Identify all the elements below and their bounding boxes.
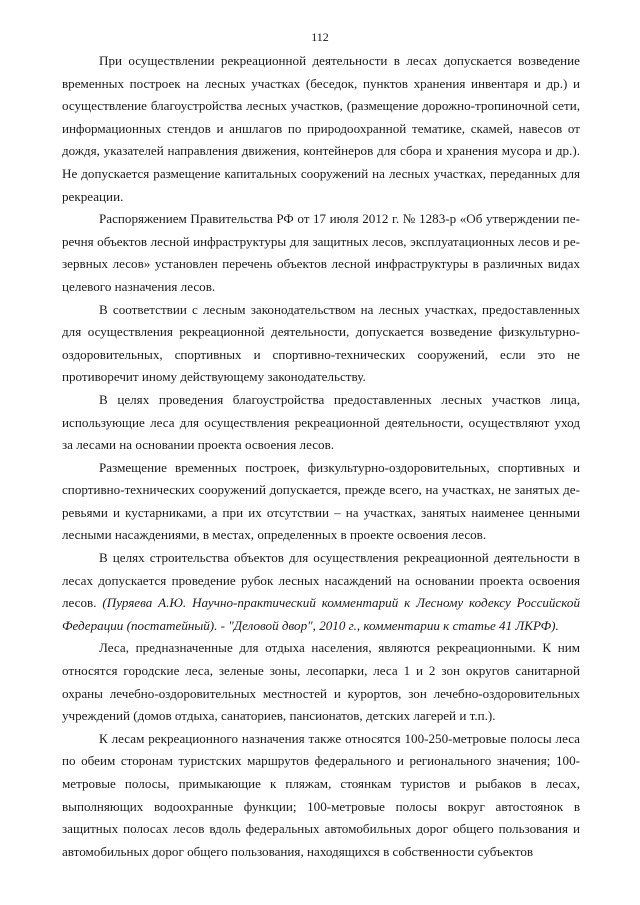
citation-reference: (Пуряева А.Ю. Научно-практический комментарий к Лесному кодексу Российской Федерации (постатейный). - "Деловой двор", 2010 г., комментарии к статье 41 ЛКРФ). bbox=[62, 595, 580, 633]
paragraph-forest-legislation: В соответствии с лесным законодательством на лесных участках, предоставленных для осуществления рекреационной деятельности, допускается возведение физкультурно-оздоровительных, спортивных и спортивно-технических сооружений, если это не противоречит иному действующему законодательству. bbox=[62, 301, 580, 385]
page-number: 112 bbox=[311, 30, 329, 44]
paragraph-forest-strips: К лесам рекреационного назначения также относятся 100-250-метровые полосы леса по обеим сторонам туристских маршрутов федерального и регионального значения; 100-метровые полосы, примыкающие к пляжам, стоянкам туристов и рыбаков в лесах, выполняющих водоохранные функции; 100-метровые полосы вокруг автостоянок в защитных полосах лесов вдоль федеральных автомобильных дорог общего пользования и автомобильных дорог общего пользования, находящихся в собственности субъектов bbox=[62, 730, 580, 859]
paragraph-placement-of-buildings: Размещение временных построек, физкультурно-оздоровительных, спортивных и спортивно-технических сооружений допускается, прежде всего, на участках, не занятых деревьями и кустарниками, а при их отсутствии – на участках, занятых наименее ценными лесными насаждениями, в местах, определенных в проекте освоения лесов. bbox=[62, 459, 580, 543]
paragraph-forest-care: В целях проведения благоустройства предоставленных лесных участков лица, использующие леса для осуществления рекреационной деятельности, осуществляют уход за лесами на основании проекта освоения лесов. bbox=[62, 391, 580, 453]
paragraph-felling-permission: В целях строительства объектов для осуществления рекреационной деятельности в лесах допускается проведение рубок лесных насаждений на основании проекта освоения лесов. (Пуряева А.Ю. Научно-практический комментарий к Лесному кодексу Российской Федерации (постатейный). - "Деловой двор", 2010 г., комментарии к статье 41 ЛКРФ). bbox=[62, 550, 580, 633]
body-text bbox=[62, 50, 580, 863]
paragraph-recreational-forests: Леса, предназначенные для отдыха населения, являются рекреационными. К ним относятся городские леса, зеленые зоны, лесопарки, леса 1 и 2 зон округов санитарной охраны лечебно-оздоровительных местностей и курортов, зон лечебно-оздоровительных учреждений (домов отдыха, санаториев, пансионатов, детских лагерей и т.п.). bbox=[62, 640, 580, 724]
paragraph-recreational-buildings: При осуществлении рекреационной деятельности в лесах допускается возведение временных построек на лесных участках (беседок, пунктов хранения инвентаря и др.) и осуществление благоустройства лесных участков, (размещение дорожно-тропиночной сети, информационных стендов и аншлагов по природоохранной тематике, скамей, навесов от дождя, указателей направления движения, контейнеров для сбора и хранения мусора и др.). Не допускается размещение капитальных сооружений на лесных участках, переданных для рекреации. bbox=[62, 53, 580, 204]
paragraph-government-order: Распоряжением Правительства РФ от 17 июля 2012 г. № 1283-р «Об утверждении перечня объектов лесной инфраструктуры для защитных лесов, эксплуатационных лесов и резервных лесов» установлен перечень объектов лесной инфраструктуры в различных видах целевого назначения лесов. bbox=[62, 211, 580, 294]
